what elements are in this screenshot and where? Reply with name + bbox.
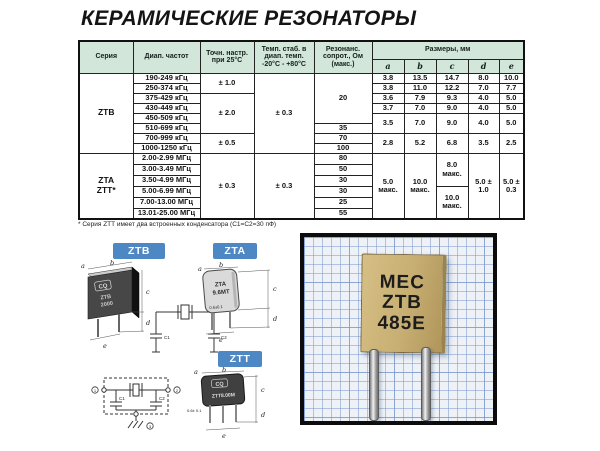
table-cell: 13.5	[404, 73, 436, 83]
ztt-lead-dim-note: 0.6± 0.1	[187, 408, 202, 413]
zta-marking-line1: ZTA	[214, 281, 227, 289]
ztb-dim-a: a	[81, 262, 85, 270]
table-cell: ± 1.0	[200, 73, 254, 93]
table-cell: 5.0 ± 1.0	[468, 153, 499, 219]
schematic2t-c1-label: C1	[164, 335, 170, 340]
table-cell: 7.7	[499, 83, 524, 93]
ztt-marking-line1: ZTT8.00M	[211, 392, 236, 400]
table-cell: ± 0.3	[200, 153, 254, 219]
col-header-resonance: Резонанс. сопрот., Ом (макс.)	[314, 41, 372, 73]
table-cell: 250-374 кГц	[133, 83, 200, 93]
col-header-dim-a: a	[372, 59, 404, 73]
table-cell: 3.6	[372, 93, 404, 103]
table-row	[79, 73, 524, 83]
zta-badge: ZTA	[213, 243, 257, 259]
series-ztt: ZTT*	[96, 184, 116, 195]
table-cell: 7.0	[468, 83, 499, 93]
table-cell: 20	[314, 73, 372, 123]
terminal-3-label: 3	[148, 423, 152, 429]
marking-line: 485E	[377, 312, 427, 334]
table-cell: 3.50-4.99 МГц	[133, 175, 200, 186]
table-cell: 2.00-2.99 МГц	[133, 153, 200, 164]
col-header-series: Серия	[79, 41, 133, 73]
zta-lead-dim-note: 0.6±0.1	[209, 303, 223, 311]
table-cell: ± 0.3	[254, 153, 314, 219]
table-cell: ± 0.5	[200, 133, 254, 153]
ztt-logo-text: CQ	[215, 381, 224, 389]
zta-outline-drawing	[196, 262, 294, 348]
ztb-badge: ZTB	[113, 243, 165, 259]
table-cell: 10.0 макс.	[436, 186, 468, 219]
footnote: * Серия ZTT имеет два встроенных конденсатора (С1=С2=30 пФ)	[78, 221, 277, 228]
table-cell: 10.0 макс.	[404, 153, 436, 219]
resonator-spec-table	[78, 40, 525, 220]
table-cell: 3.7	[372, 103, 404, 113]
table-cell: 30	[314, 186, 372, 197]
table-cell: 100	[314, 143, 372, 153]
ztt-body	[201, 374, 245, 407]
ztb-marking-line2: 2000	[100, 300, 114, 309]
three-terminal-schematic	[84, 368, 196, 442]
zta-dim-c: c	[273, 285, 277, 293]
table-cell: 5.0	[499, 113, 524, 133]
table-cell: 5.0	[499, 93, 524, 103]
table-cell: 5.0 макс.	[372, 153, 404, 219]
table-cell: 4.0	[468, 103, 499, 113]
table-cell: 80	[314, 153, 372, 164]
table-cell: 6.8	[436, 133, 468, 153]
ztb-marking-line1: ZTB	[100, 293, 112, 302]
table-cell: 8.0	[468, 73, 499, 83]
table-cell: 7.0	[404, 103, 436, 113]
table-cell: 50	[314, 164, 372, 175]
table-cell: 5.0 ± 0.3	[499, 153, 524, 219]
table-cell: 510-699 кГц	[133, 123, 200, 133]
table-cell: 4.0	[468, 113, 499, 133]
table-cell: 5.2	[404, 133, 436, 153]
table-cell: 25	[314, 197, 372, 208]
table-cell: 430-449 кГц	[133, 103, 200, 113]
table-cell: 4.0	[468, 93, 499, 103]
ztt-dim-b: b	[222, 366, 227, 374]
zta-dim-a: a	[198, 265, 202, 273]
ztt-outline-drawing	[186, 366, 298, 447]
marking-line: MEC	[379, 271, 426, 294]
col-header-temp-stability: Темп. стаб. в диап. темп. -20°С - +80°С	[254, 41, 314, 73]
ztt-dim-e: e	[222, 432, 226, 440]
table-cell: 13.01-25.00 МГц	[133, 208, 200, 219]
ztt-dim-d: d	[261, 411, 266, 419]
table-cell: 8.0 макс.	[436, 153, 468, 186]
table-cell: 55	[314, 208, 372, 219]
resonator-body	[360, 253, 446, 353]
terminal-1-label: 1	[93, 387, 97, 393]
series-ztb: ZTB	[79, 73, 133, 153]
col-header-freq: Диап. частот	[133, 41, 200, 73]
table-cell: 70	[314, 133, 372, 143]
ztt-dim-a: a	[194, 368, 198, 376]
table-cell: 10.0	[499, 73, 524, 83]
table-cell: 3.8	[372, 83, 404, 93]
zta-marking-line2: 9.6MT	[212, 289, 230, 297]
table-cell: 9.0	[436, 113, 468, 133]
table-cell: ± 2.0	[200, 93, 254, 133]
zta-dim-b: b	[219, 261, 224, 269]
ztb-dim-e: e	[103, 342, 107, 350]
table-cell: 5.0	[499, 103, 524, 113]
table-cell: 14.7	[436, 73, 468, 83]
schematic3t-c2-label: C2	[159, 396, 165, 401]
page-title: КЕРАМИЧЕСКИЕ РЕЗОНАТОРЫ	[81, 7, 417, 30]
zta-dim-e: e	[219, 336, 223, 344]
table-cell: ± 0.3	[254, 73, 314, 153]
resonator-lead	[369, 349, 379, 421]
col-header-dim-e: e	[499, 59, 524, 73]
series-zta: ZTA	[98, 175, 115, 186]
terminal-2-label: 2	[175, 387, 179, 393]
schematic2t-c2-label: C2	[221, 335, 227, 340]
spec-table	[78, 40, 525, 220]
ztb-dim-c: c	[146, 288, 150, 296]
resonator-symbol	[133, 384, 139, 396]
col-header-dimensions: Размеры, мм	[372, 41, 524, 59]
table-cell: 9.3	[436, 93, 468, 103]
table-cell: 375-429 кГц	[133, 93, 200, 103]
table-cell: 5.00-6.99 МГц	[133, 186, 200, 197]
series-zta-ztt	[79, 153, 133, 219]
component-photo	[300, 233, 497, 425]
table-cell: 7.9	[404, 93, 436, 103]
schematic3t-c1-label: C1	[119, 396, 125, 401]
ztt-dim-c: c	[261, 386, 265, 394]
table-cell: 2.5	[499, 133, 524, 153]
ztb-dim-b: b	[110, 259, 115, 267]
col-header-tuning: Точн. настр. при 25°С	[200, 41, 254, 73]
table-cell: 3.5	[372, 113, 404, 133]
col-header-dim-c: c	[436, 59, 468, 73]
table-cell: 3.8	[372, 73, 404, 83]
resonator-symbol	[181, 305, 189, 319]
table-cell: 7.0	[404, 113, 436, 133]
table-row	[79, 153, 524, 164]
table-cell: 7.00-13.00 МГц	[133, 197, 200, 208]
table-cell: 30	[314, 175, 372, 186]
table-cell: 9.0	[436, 103, 468, 113]
col-header-dim-b: b	[404, 59, 436, 73]
table-cell: 2.8	[372, 133, 404, 153]
zta-dim-d: d	[273, 315, 278, 323]
ztt-badge: ZTT	[218, 351, 262, 367]
marking-line: ZTB	[381, 292, 423, 314]
table-cell: 3.5	[468, 133, 499, 153]
resonator-lead	[421, 347, 431, 421]
table-cell: 190-249 кГц	[133, 73, 200, 83]
table-cell: 700-999 кГц	[133, 133, 200, 143]
ztb-logo-text: CQ	[98, 283, 109, 291]
ztb-dim-d: d	[146, 319, 151, 327]
table-cell: 3.00-3.49 МГц	[133, 164, 200, 175]
table-cell: 12.2	[436, 83, 468, 93]
col-header-dim-d: d	[468, 59, 499, 73]
table-cell: 35	[314, 123, 372, 133]
table-cell: 1000-1250 кГц	[133, 143, 200, 153]
table-cell: 11.0	[404, 83, 436, 93]
table-cell: 450-509 кГц	[133, 113, 200, 123]
